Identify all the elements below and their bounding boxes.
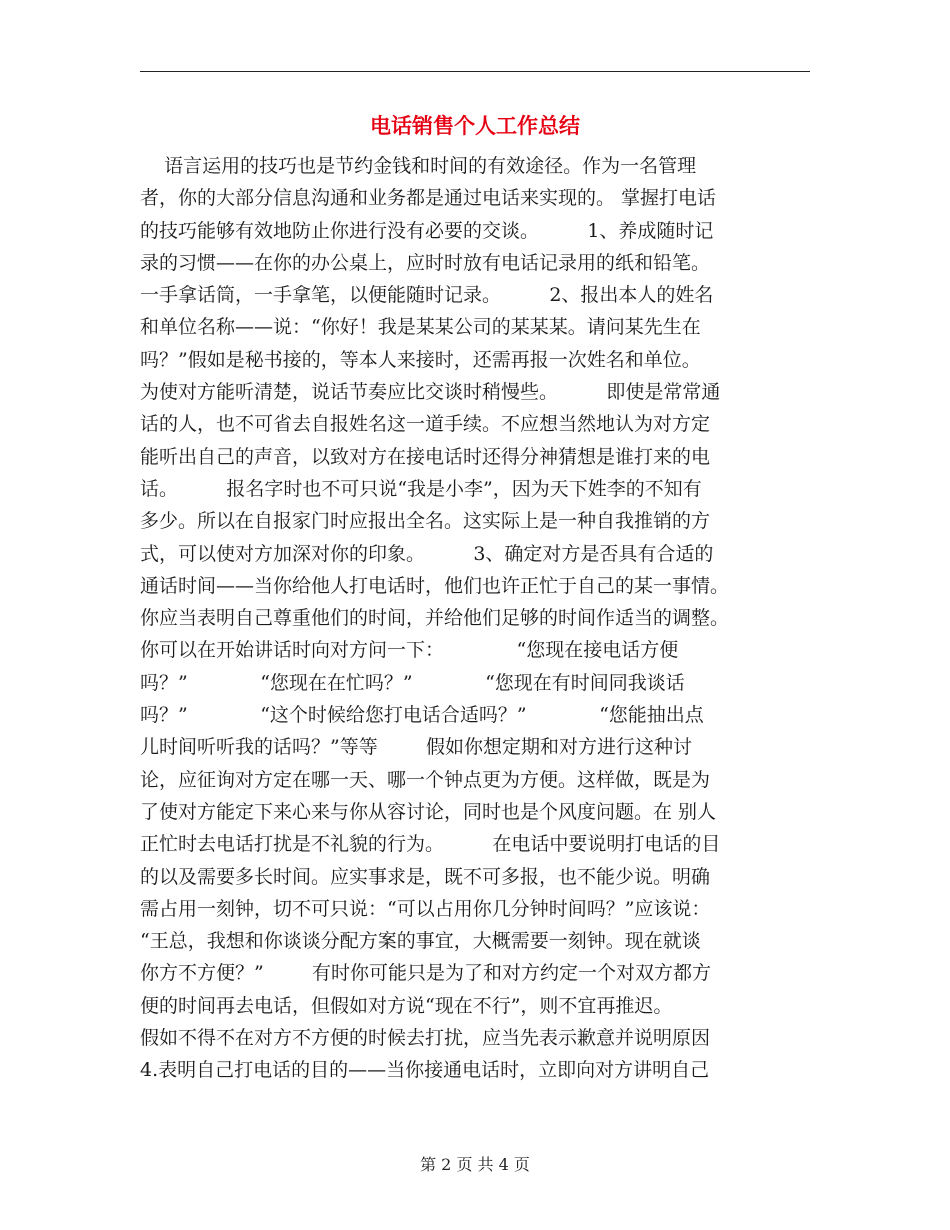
header-rule: [140, 71, 810, 72]
page-footer: 第 2 页 共 4 页: [420, 1155, 530, 1174]
body-line: 语言运用的技巧也是节约金钱和时间的有效途径。作为一名管理: [140, 155, 697, 177]
body-line: 能听出自己的声音，以致对方在接电话时还得分神猜想是谁打来的电: [140, 445, 711, 468]
body-line: 需占用一刻钟，切不可只说：“可以占用你几分钟时间吗？”应该说：: [140, 897, 711, 920]
body-line: 为使对方能听清楚，说话节奏应比交谈时稍慢些。 即使是常常通: [140, 381, 721, 404]
body-line: 通话时间——当你给他人打电话时，他们也许正忙于自己的某一事情。: [140, 574, 730, 597]
body-line: 式，可以使对方加深对你的印象。 3、确定对方是否具有合适的: [140, 542, 714, 565]
body-line: 录的习惯——在你的办公桌上，应时时放有电话记录用的纸和铅笔。: [140, 251, 711, 274]
body-line: 吗？” “您现在在忙吗？” “您现在有时间同我谈话: [140, 671, 685, 694]
body-line: 便的时间再去电话，但假如对方说“现在不行”，则不宜再推迟。: [140, 994, 673, 1017]
body-line: 吗？”假如是秘书接的，等本人来接时，还需再报一次姓名和单位。: [140, 348, 701, 371]
body-line: 吗？” “这个时候给您打电话合适吗？” “您能抽出点: [140, 704, 704, 727]
body-line: 你可以在开始讲话时向对方问一下： “您现在接电话方便: [140, 639, 679, 662]
body-line: 论，应征询对方定在哪一天、哪一个钟点更为方便。这样做，既是为: [140, 768, 711, 791]
body-line: 和单位名称——说：“你好！我是某某公司的某某某。请问某先生在: [140, 316, 701, 339]
body-line: 者，你的大部分信息沟通和业务都是通过电话来实现的。 掌握打电话: [140, 187, 717, 210]
document-title: 电话销售个人工作总结: [370, 114, 580, 138]
body-line: 了使对方能定下来心来与你从容讨论，同时也是个风度问题。在 别人: [140, 800, 717, 823]
body-line: 的技巧能够有效地防止你进行没有必要的交谈。 1、养成随时记: [140, 219, 714, 242]
body-line: 话的人，也不可省去自报姓名这一道手续。不应想当然地认为对方定: [140, 413, 711, 436]
body-line: 4.表明自己打电话的目的——当你接通电话时，立即向对方讲明自己: [140, 1059, 710, 1082]
body-line: 话。 报名字时也不可只说“我是小李”，因为天下姓李的不知有: [140, 477, 702, 500]
body-line: 多少。所以在自报家门时应报出全名。这实际上是一种自我推销的方: [140, 510, 711, 533]
body-line: 的以及需要多长时间。应实事求是，既不可多报，也不能少说。明确: [140, 865, 711, 888]
body-line: 假如不得不在对方不方便的时候去打扰，应当先表示歉意并说明原因: [140, 1027, 711, 1050]
body-line: 儿时间听听我的话吗？”等等 假如你想定期和对方进行这种讨: [140, 736, 693, 759]
body-line: 正忙时去电话打扰是不礼貌的行为。 在电话中要说明打电话的目: [140, 833, 721, 856]
body-line: 你应当表明自己尊重他们的时间，并给他们足够的时间作适当的调整。: [140, 607, 730, 630]
document-body: [140, 150, 810, 1087]
body-line: 你方不方便？” 有时你可能只是为了和对方约定一个对双方都方: [140, 962, 712, 985]
body-line: 一手拿话筒，一手拿笔，以便能随时记录。 2、报出本人的姓名: [140, 284, 714, 307]
body-line: “王总，我想和你谈谈分配方案的事宜，大概需要一刻钟。现在就谈: [140, 930, 701, 953]
